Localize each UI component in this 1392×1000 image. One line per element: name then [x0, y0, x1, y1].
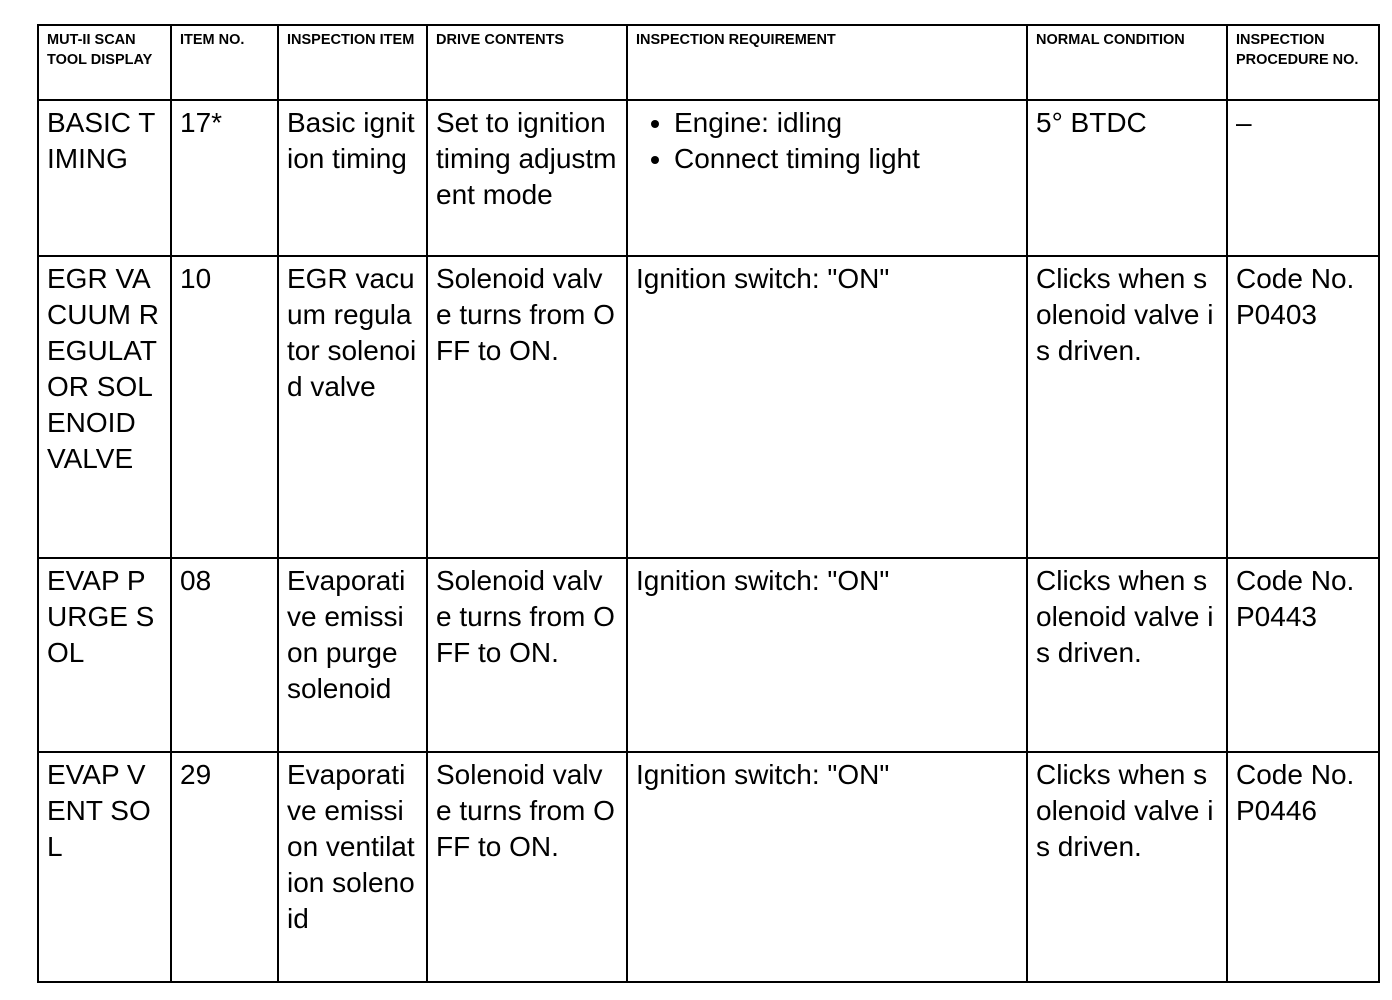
- header-procedure-no: INSPECTION PROCEDURE NO.: [1227, 25, 1379, 100]
- cell-display: BASIC TIMING: [38, 100, 171, 256]
- cell-inspection-item: Basic ignition timing: [278, 100, 427, 256]
- cell-normal-condition: Clicks when solenoid valve is driven.: [1027, 558, 1227, 752]
- table-row: [38, 752, 1379, 982]
- header-inspection-item: INSPECTION ITEM: [278, 25, 427, 100]
- table-row: [38, 558, 1379, 752]
- header-inspection-requirement: INSPECTION REQUIREMENT: [627, 25, 1027, 100]
- table-row: [38, 256, 1379, 558]
- header-normal-condition: NORMAL CONDITION: [1027, 25, 1227, 100]
- cell-inspection-requirement: Ignition switch: "ON": [627, 752, 1027, 982]
- cell-display: EVAP PURGE SOL: [38, 558, 171, 752]
- cell-procedure-no: –: [1227, 100, 1379, 256]
- cell-normal-condition: 5° BTDC: [1027, 100, 1227, 256]
- cell-drive-contents: Solenoid valve turns from OFF to ON.: [427, 256, 627, 558]
- cell-item-no: 17*: [171, 100, 278, 256]
- cell-inspection-requirement: Ignition switch: "ON": [627, 558, 1027, 752]
- requirement-bullet: • Engine: idling: [674, 105, 1018, 141]
- cell-procedure-no: Code No. P0403: [1227, 256, 1379, 558]
- header-drive-contents: DRIVE CONTENTS: [427, 25, 627, 100]
- cell-procedure-no: Code No. P0443: [1227, 558, 1379, 752]
- cell-display: EGR VACUUM REGULATOR SOLENOID VALVE: [38, 256, 171, 558]
- header-row: [38, 25, 1379, 100]
- cell-item-no: 29: [171, 752, 278, 982]
- cell-inspection-item: Evaporative emission purge solenoid: [278, 558, 427, 752]
- cell-drive-contents: Solenoid valve turns from OFF to ON.: [427, 752, 627, 982]
- cell-display: EVAP VENT SOL: [38, 752, 171, 982]
- cell-drive-contents: Set to ignition timing adjustment mode: [427, 100, 627, 256]
- table-row: [38, 100, 1379, 256]
- requirement-bullet: • Connect timing light: [674, 141, 1018, 177]
- header-item-no: ITEM NO.: [171, 25, 278, 100]
- actuator-test-table: [37, 24, 1380, 983]
- header-scan-tool-display: MUT-II SCAN TOOL DISPLAY: [38, 25, 171, 100]
- cell-item-no: 08: [171, 558, 278, 752]
- requirement-list: [636, 105, 1018, 177]
- cell-inspection-item: EGR vacuum regulator solenoid valve: [278, 256, 427, 558]
- cell-normal-condition: Clicks when solenoid valve is driven.: [1027, 256, 1227, 558]
- cell-drive-contents: Solenoid valve turns from OFF to ON.: [427, 558, 627, 752]
- cell-inspection-item: Evaporative emission ventilation solenoid: [278, 752, 427, 982]
- cell-normal-condition: Clicks when solenoid valve is driven.: [1027, 752, 1227, 982]
- cell-inspection-requirement: [627, 100, 1027, 256]
- cell-inspection-requirement: Ignition switch: "ON": [627, 256, 1027, 558]
- cell-procedure-no: Code No. P0446: [1227, 752, 1379, 982]
- cell-item-no: 10: [171, 256, 278, 558]
